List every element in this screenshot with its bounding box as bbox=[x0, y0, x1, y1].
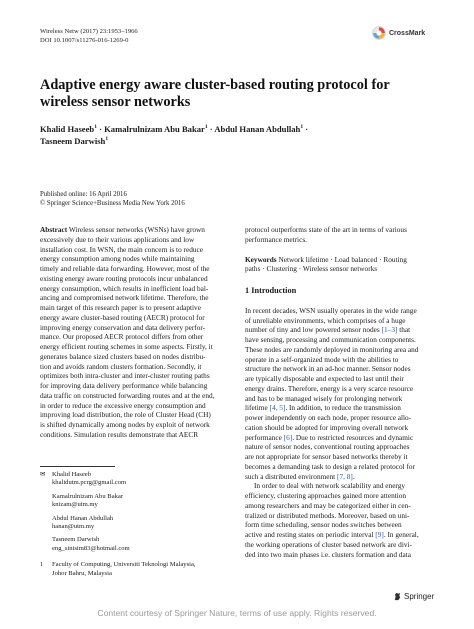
author-list bbox=[40, 123, 440, 147]
footnote-divider bbox=[40, 466, 115, 467]
citation-link[interactable]: [9] bbox=[375, 530, 384, 539]
text-line: performance [6]. Due to restricted resources and dynamic bbox=[245, 432, 414, 442]
text-line: main target of this research paper is to present adaptive bbox=[40, 303, 201, 312]
paper-title: Adaptive energy aware cluster-based routing protocol for wireless sensor networks bbox=[40, 77, 390, 110]
contact-email-row bbox=[40, 545, 236, 553]
spacer bbox=[40, 501, 52, 509]
text-line: structure the network in an ad-hoc manner. Sensor nodes bbox=[245, 364, 411, 374]
spacer bbox=[40, 553, 236, 561]
author-separator: · bbox=[303, 124, 309, 134]
text-line: In recent decades, WSN usually operates in the wide range bbox=[245, 305, 417, 315]
crossmark-badge[interactable] bbox=[372, 26, 425, 40]
text-line: and has to be managed wisely for prolonging network bbox=[245, 393, 403, 403]
text-line: the working operations of cluster based network are divi- bbox=[245, 539, 412, 549]
text-line: power independently on each node, proper resource allo- bbox=[245, 413, 412, 422]
text-line: such a distributed environment [7, 8]. bbox=[245, 471, 355, 481]
crossmark-icon bbox=[372, 26, 386, 40]
contact-email-row bbox=[40, 501, 236, 509]
text-line: in order to reduce the excessive energy consumption and bbox=[40, 400, 206, 410]
text-line: data traffic on constructed forwarding routes and at the end, bbox=[40, 390, 215, 400]
text-line: operate in a self-organized mode with the abilities to bbox=[245, 354, 399, 364]
contact-name-row bbox=[40, 515, 236, 523]
text-line: These nodes are randomly deployed in monitoring area and bbox=[245, 344, 419, 354]
author-affiliation-sup: 1 bbox=[300, 124, 304, 131]
citation-link[interactable]: [7, 8] bbox=[337, 471, 353, 481]
contact-name-row bbox=[40, 471, 236, 479]
contact-email[interactable]: khalidutm.pcrg@gmail.com bbox=[52, 479, 127, 487]
text-line: energy consumption, which results in inefficient load bal- bbox=[40, 283, 209, 293]
text-line: energy consumption among nodes while maintaining bbox=[40, 254, 195, 264]
author-separator: · bbox=[96, 124, 105, 134]
text-line: improving energy conservation and data delivery perfor- bbox=[40, 322, 206, 332]
journal-citation bbox=[40, 27, 138, 45]
citation-link[interactable]: [1–3] bbox=[381, 325, 398, 335]
text-line: ancing and compromised network lifetime. Therefore, the bbox=[40, 293, 209, 303]
copyright-line: © Springer Science+Business Media New York 2016 bbox=[40, 200, 185, 207]
text-line: have sensing, processing and communication components. bbox=[245, 335, 416, 344]
text-line: timely and reliable data forwarding. However, most of the bbox=[40, 264, 210, 273]
contact-name: Kamalrulnizam Abu Bakar bbox=[52, 492, 124, 500]
spacer bbox=[40, 493, 52, 501]
crossmark-label: CrossMark bbox=[389, 29, 426, 37]
spacer bbox=[245, 245, 441, 255]
text-line: In order to deal with network scalability and energy bbox=[254, 481, 406, 491]
text-line: number of tiny and low powered sensor nodes [1–3] that bbox=[245, 325, 411, 335]
contact-email-row bbox=[40, 479, 236, 487]
spacer bbox=[40, 523, 52, 531]
text-line: ded into two main phases i.e. clusters formation and data bbox=[245, 549, 411, 559]
spacer bbox=[40, 536, 52, 544]
text-line: cation should be adopted for improving overall network bbox=[245, 422, 409, 432]
text-line: form time scheduling, sensor nodes switches between bbox=[245, 520, 402, 530]
affiliation-row bbox=[40, 561, 236, 569]
contact-name: Khalid Haseeb bbox=[52, 471, 91, 478]
text-line: are typically disposable and expected to last until their bbox=[245, 374, 404, 383]
text-line: becomes a demanding task to design a related protocol for bbox=[245, 461, 416, 471]
spacer bbox=[245, 296, 441, 306]
text-line: tralized or distributed methods. Moreover, based on uni- bbox=[245, 510, 410, 520]
text-line: are not appropriate for sensor based networks thereby it bbox=[245, 452, 408, 461]
spacer bbox=[40, 515, 52, 523]
left-column bbox=[40, 225, 236, 440]
text-line: performance metrics. bbox=[245, 234, 307, 244]
text-line: paths · Clustering · Wireless sensor networks bbox=[245, 264, 378, 274]
text-line: improving load distribution, the role of Cluster Head (CH) bbox=[40, 410, 211, 420]
text-line: Abstract Wireless sensor networks (WSNs) have grown bbox=[40, 225, 205, 234]
author-name[interactable]: Kamalrulnizam Abu Bakar bbox=[104, 124, 205, 134]
text-line: for improving data delivery performance while balancing bbox=[40, 381, 208, 390]
springer-wordmark: Springer bbox=[404, 592, 435, 601]
author-affiliation-sup: 1 bbox=[94, 124, 97, 131]
text-line: energy efficient routing schemes in some aspects. Firstly, it bbox=[40, 342, 213, 351]
abstract-heading: Abstract bbox=[40, 225, 68, 234]
spacer bbox=[40, 479, 52, 487]
text-line: of unreliable environments, which comprises of a huge bbox=[245, 315, 406, 325]
text-line: among researchers and may be categorized either in cen- bbox=[245, 500, 411, 510]
doi-line[interactable]: DOI 10.1007/s11276-016-1269-0 bbox=[40, 37, 129, 44]
text-line: efficiency, clustering approaches gained more attention bbox=[245, 491, 407, 500]
text-line: existing energy aware routing protocols incur unbalanced bbox=[40, 273, 208, 283]
contact-name-row bbox=[40, 493, 236, 501]
author-name[interactable]: Khalid Haseeb bbox=[40, 124, 95, 134]
text-line: protocol outperforms state of the art in terms of various bbox=[245, 225, 407, 234]
text-line: energy drains. Therefore, energy is a very scarce resource bbox=[245, 383, 414, 393]
keywords-line: Keywords Network lifetime · Load balanced · Routing bbox=[245, 254, 407, 264]
contact-name: Abdul Hanan Abdullah bbox=[52, 514, 114, 522]
text-line: lifetime [4, 5]. In addition, to reduce the transmission bbox=[245, 403, 401, 413]
text-line: tion and avoids random clusters formation. Secondly, it bbox=[40, 361, 202, 371]
text-line: installation cost. In WSN, the main concern is to reduce bbox=[40, 244, 203, 254]
text-line: nature of sensor nodes, conventional routing approaches bbox=[245, 442, 410, 452]
contact-email[interactable]: knizam@utm.my bbox=[52, 501, 98, 509]
contact-email-row bbox=[40, 523, 236, 531]
spacer bbox=[245, 274, 441, 286]
journal-line-1: Wireless Netw (2017) 23:1953–1966 bbox=[40, 28, 138, 35]
springer-horse-icon bbox=[393, 592, 402, 601]
courtesy-notice: Content courtesy of Springer Nature, terms of use apply. Rights reserved. bbox=[97, 608, 377, 618]
contact-name: Tasneem Darwish bbox=[52, 536, 100, 544]
citation-link[interactable]: [4, 5] bbox=[269, 403, 286, 413]
right-column bbox=[245, 225, 441, 559]
text-line: active and resting states on periodic interval [9]. In general, bbox=[245, 530, 419, 539]
affiliation-text: Johor Bahru, Malaysia bbox=[52, 569, 112, 577]
affiliation-sup: 1 bbox=[40, 561, 44, 569]
author-affiliation-sup: 1 bbox=[204, 124, 208, 131]
text-line: energy aware cluster-based routing (AECR) protocol for bbox=[40, 312, 205, 322]
author-name[interactable]: Tasneem Darwish bbox=[40, 136, 106, 146]
contact-email[interactable]: eng_sinisim83@hotmail.com bbox=[52, 544, 130, 552]
text-line: excessively due to their various applications and low bbox=[40, 234, 195, 244]
springer-logo bbox=[393, 592, 434, 601]
author-name[interactable]: Abdul Hanan Abdullah bbox=[214, 124, 301, 134]
author-affiliation-sup: 1 bbox=[105, 136, 109, 143]
text-line: generates balance sized clusters based on nodes distribu- bbox=[40, 351, 206, 361]
section-heading-introduction: 1 Introduction bbox=[245, 286, 297, 295]
text-line: optimizes both intra-cluster and inter-cluster routing paths bbox=[40, 371, 210, 381]
published-date: Published online: 16 April 2016 bbox=[40, 191, 127, 198]
envelope-icon: ✉ bbox=[40, 471, 46, 478]
contact-email[interactable]: hanan@utm.my bbox=[52, 523, 95, 531]
contact-name-row bbox=[40, 536, 236, 544]
keywords-heading: Keywords bbox=[245, 254, 277, 264]
publication-info bbox=[40, 190, 185, 208]
author-contacts bbox=[40, 471, 236, 578]
author-separator: · bbox=[207, 124, 215, 134]
spacer bbox=[40, 570, 52, 578]
text-line: conditions. Simulation results demonstrate that AECR bbox=[40, 429, 199, 439]
text-line: mance. Our proposed AECR protocol differs from other bbox=[40, 332, 204, 342]
spacer bbox=[40, 545, 52, 553]
affiliation-row bbox=[40, 570, 236, 578]
text-line: is shifted dynamically among nodes by exploit of network bbox=[40, 420, 210, 429]
affiliation-text: Faculty of Computing, Universiti Teknologi Malaysia, bbox=[52, 561, 196, 569]
citation-link[interactable]: [6] bbox=[283, 432, 293, 442]
